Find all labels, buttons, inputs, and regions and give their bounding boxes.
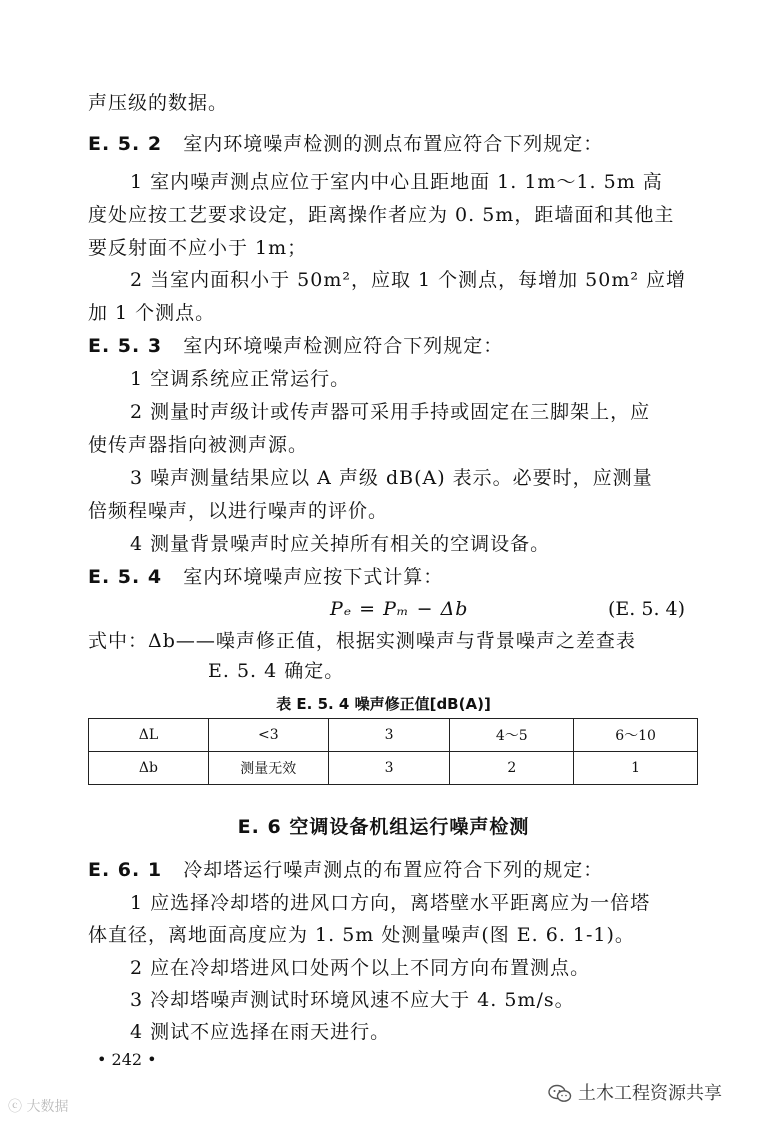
- table-cell: ΔL: [89, 719, 209, 752]
- paragraph-line: 度处应按工艺要求设定，距离操作者应为 0. 5m，距墙面和其他主: [88, 204, 675, 226]
- table-row: [89, 719, 698, 752]
- clause-e61: [88, 857, 603, 883]
- paragraph-line: E. 5. 4 确定。: [208, 660, 345, 682]
- clause-e54: [88, 564, 443, 590]
- paragraph-line: 4 测试不应选择在雨天进行。: [130, 1021, 391, 1043]
- watermark-left-text: 大数据: [26, 1099, 69, 1115]
- clause-number: E. 6. 1: [88, 859, 163, 881]
- wechat-icon: [548, 1084, 572, 1104]
- paragraph-line: 要反射面不应小于 1m；: [88, 237, 308, 259]
- noise-correction-table: [88, 718, 698, 785]
- paragraph-line: 4 测量背景噪声时应关掉所有相关的空调设备。: [130, 533, 551, 555]
- paragraph-line: 1 应选择冷却塔的进风口方向，离塔壁水平距离应为一倍塔: [130, 892, 651, 914]
- watermark-logo-icon: ⓒ: [8, 1099, 22, 1115]
- clause-number: E. 5. 3: [88, 335, 163, 357]
- clause-text: 室内环境噪声检测应符合下列规定：: [183, 335, 504, 357]
- clause-number: E. 5. 2: [88, 133, 163, 155]
- paragraph-line: 使传声器指向被测声源。: [88, 434, 309, 456]
- paragraph-line: 2 应在冷却塔进风口处两个以上不同方向布置测点。: [130, 957, 591, 979]
- paragraph-line: 体直径，离地面高度应为 1. 5m 处测量噪声(图 E. 6. 1-1)。: [88, 924, 635, 946]
- paragraph-line: 3 冷却塔噪声测试时环境风速不应大于 4. 5m/s。: [130, 989, 575, 1011]
- clause-number: E. 5. 4: [88, 566, 163, 588]
- table-cell: 4～5: [450, 719, 574, 752]
- table-title: 表 E. 5. 4 噪声修正值[dB(A)]: [276, 695, 491, 713]
- watermark-text: 土木工程资源共享: [578, 1083, 722, 1104]
- formula: Pₑ = Pₘ − Δb: [330, 598, 469, 620]
- watermark: [548, 1079, 722, 1105]
- paragraph-line: 2 测量时声级计或传声器可采用手持或固定在三脚架上，应: [130, 401, 651, 423]
- paragraph-line: 加 1 个测点。: [88, 302, 216, 324]
- paragraph-line: 式中：Δb——噪声修正值，根据实测噪声与背景噪声之差查表: [88, 630, 636, 652]
- clause-text: 冷却塔运行噪声测点的布置应符合下列的规定：: [183, 859, 604, 881]
- paragraph-line: 3 噪声测量结果应以 A 声级 dB(A) 表示。必要时，应测量: [130, 467, 653, 489]
- paragraph-line: 2 当室内面积小于 50m²，应取 1 个测点，每增加 50m² 应增: [130, 269, 687, 291]
- watermark-left: [8, 1096, 68, 1116]
- table-cell: <3: [208, 719, 328, 752]
- table-cell: 6～10: [574, 719, 698, 752]
- paragraph-line: 声压级的数据。: [88, 92, 229, 114]
- clause-text: 室内环境噪声检测的测点布置应符合下列规定：: [183, 133, 604, 155]
- clause-e52: [88, 131, 603, 157]
- paragraph-line: 1 空调系统应正常运行。: [130, 368, 351, 390]
- section-title: E. 6 空调设备机组运行噪声检测: [237, 816, 530, 838]
- table-cell: 测量无效: [208, 752, 328, 785]
- clause-text: 室内环境噪声应按下式计算：: [183, 566, 444, 588]
- table-cell: 3: [328, 719, 450, 752]
- paragraph-line: 倍频程噪声，以进行噪声的评价。: [88, 500, 389, 522]
- formula-number: (E. 5. 4): [608, 598, 686, 620]
- table-cell: 3: [328, 752, 450, 785]
- table-row: [89, 752, 698, 785]
- page-number: • 242 •: [97, 1050, 157, 1069]
- table-cell: Δb: [89, 752, 209, 785]
- clause-e53: [88, 333, 503, 359]
- paragraph-line: 1 室内噪声测点应位于室内中心且距地面 1. 1m～1. 5m 高: [130, 171, 663, 193]
- table-cell: 2: [450, 752, 574, 785]
- table-cell: 1: [574, 752, 698, 785]
